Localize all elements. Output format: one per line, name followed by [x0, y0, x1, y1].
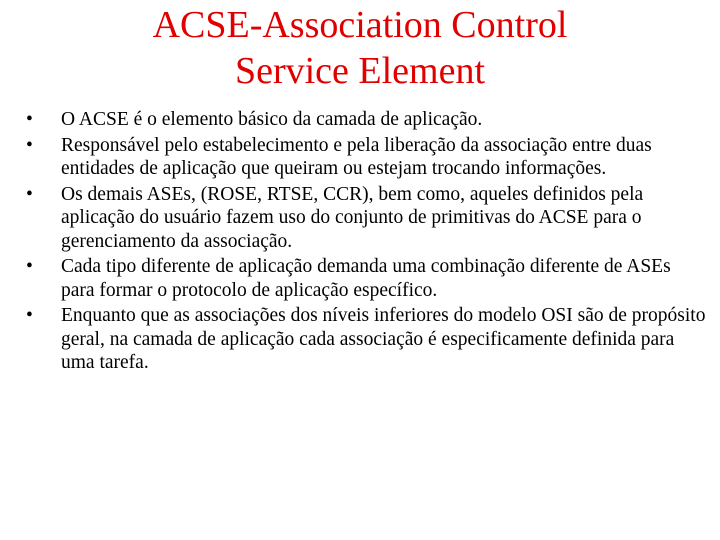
bullet-item: [26, 134, 706, 181]
bullet-item: [26, 304, 706, 375]
bullet-icon: •: [26, 134, 33, 156]
bullet-list: [26, 108, 706, 377]
slide-title-line-2: Service Element: [234, 50, 486, 92]
bullet-icon: •: [26, 183, 33, 205]
bullet-item: [26, 255, 706, 302]
bullet-icon: •: [26, 109, 33, 130]
bullet-text: Os demais ASEs, (ROSE, RTSE, CCR), bem como, aqueles definidos pela aplicação do usuário fazem uso do conjunto de primitivas do ACSE para o gerenciamento da associação.: [61, 183, 644, 252]
bullet-text: O ACSE é o elemento básico da camada de aplicação.: [61, 109, 483, 130]
bullet-text: Enquanto que as associações dos níveis inferiores do modelo OSI são de propósito geral, na camada de aplicação cada associação é especificamente definida para uma tarefa.: [61, 305, 706, 373]
bullet-text: Responsável pelo estabelecimento e pela liberação da associação entre duas entidades de aplicação que queiram ou estejam trocando informações.: [61, 134, 652, 179]
slide-title: [0, 2, 720, 94]
bullet-icon: •: [26, 305, 33, 326]
slide-title-line-1: ACSE-Association Control: [152, 4, 568, 46]
bullet-item: [26, 108, 706, 132]
bullet-item: [26, 183, 706, 254]
bullet-icon: •: [26, 256, 33, 277]
bullet-text: Cada tipo diferente de aplicação demanda uma combinação diferente de ASEs para formar o protocolo de aplicação específico.: [61, 256, 671, 301]
